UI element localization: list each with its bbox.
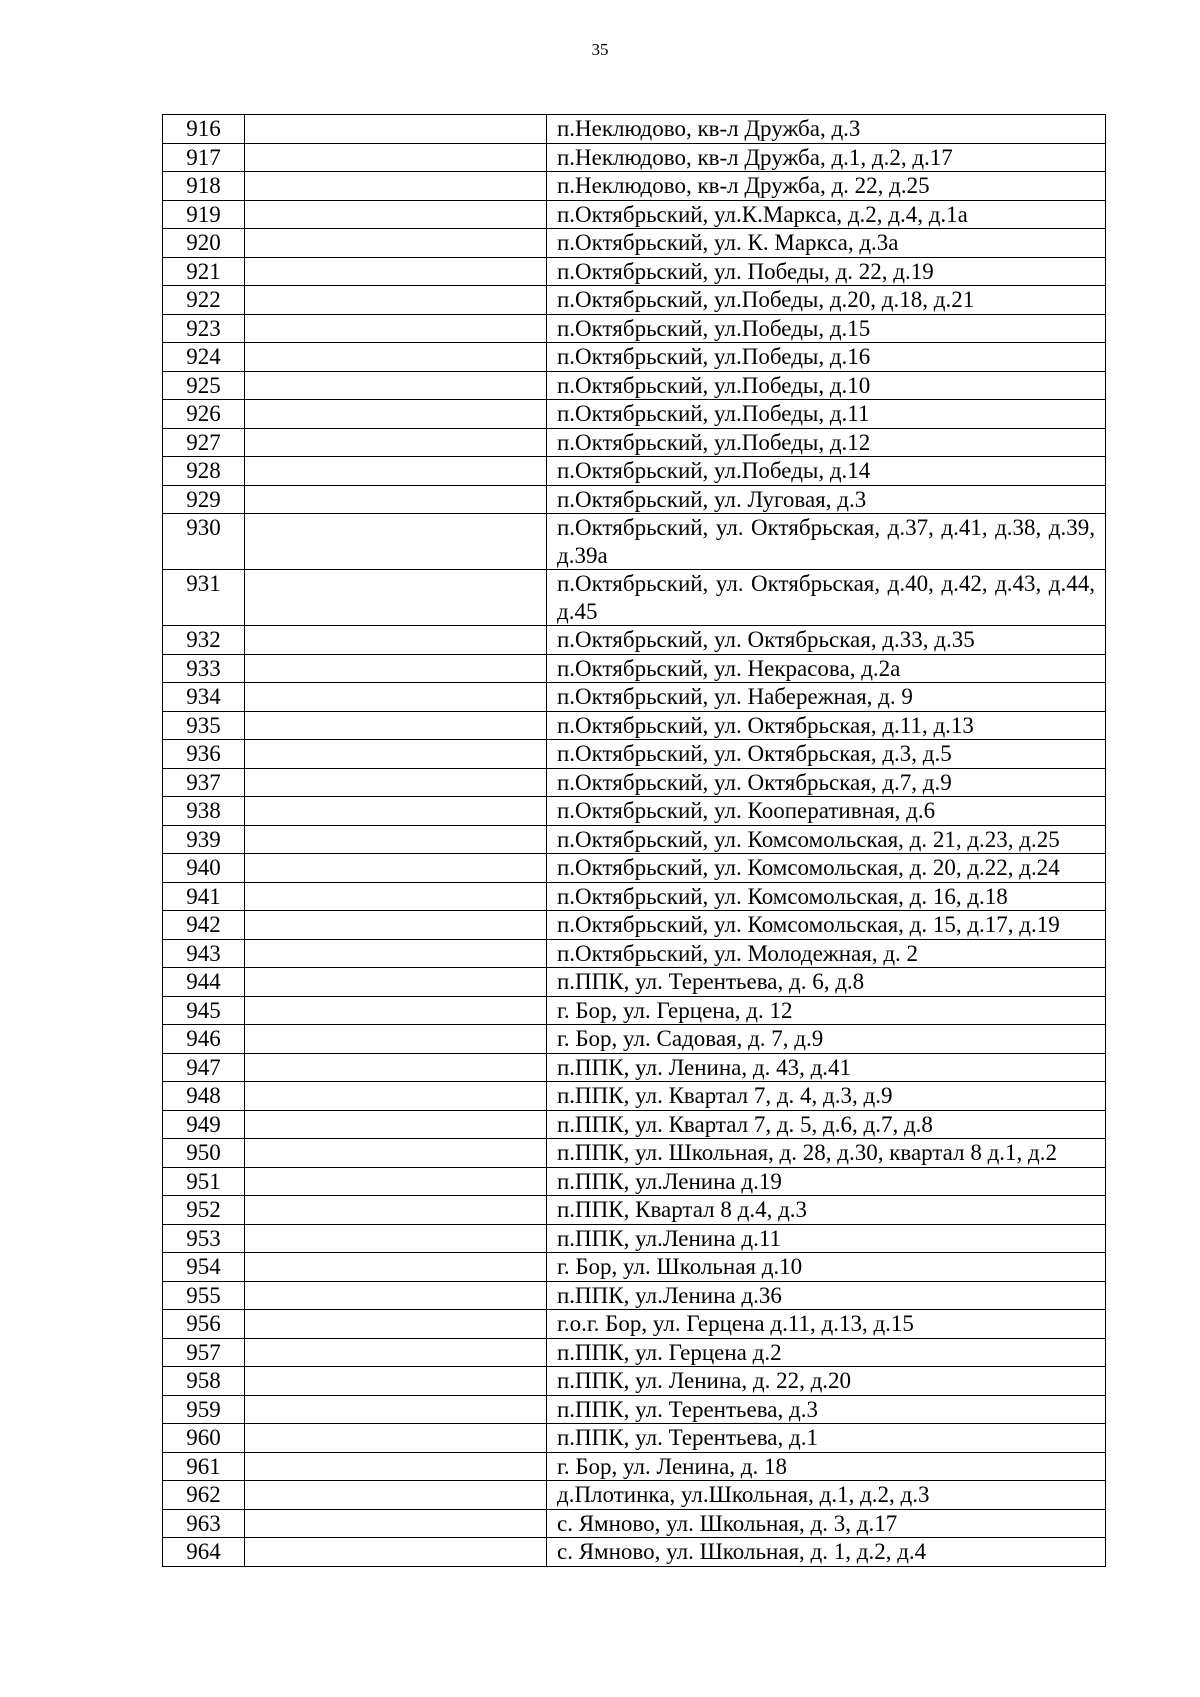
row-number: 930 <box>163 514 245 570</box>
table-row <box>163 1281 1106 1310</box>
row-number: 920 <box>163 229 245 258</box>
row-number: 943 <box>163 939 245 968</box>
table-row <box>163 1338 1106 1367</box>
table-row <box>163 257 1106 286</box>
table-row <box>163 683 1106 712</box>
row-number: 925 <box>163 371 245 400</box>
address-cell: п.Октябрьский, ул. Октябрьская, д.33, д.35 <box>547 626 1106 655</box>
row-number: 927 <box>163 428 245 457</box>
table-row <box>163 143 1106 172</box>
table-row <box>163 968 1106 997</box>
address-cell: п.ППК, ул. Квартал 7, д. 5, д.6, д.7, д.8 <box>547 1110 1106 1139</box>
empty-cell <box>245 1053 547 1082</box>
table-row <box>163 1253 1106 1282</box>
row-number: 926 <box>163 400 245 429</box>
table-row <box>163 939 1106 968</box>
address-cell: п.ППК, ул. Ленина, д. 43, д.41 <box>547 1053 1106 1082</box>
empty-cell <box>245 1424 547 1453</box>
address-cell: п.Октябрьский, ул. Победы, д. 22, д.19 <box>547 257 1106 286</box>
empty-cell <box>245 172 547 201</box>
row-number: 944 <box>163 968 245 997</box>
address-cell: п.ППК, ул.Ленина д.36 <box>547 1281 1106 1310</box>
empty-cell <box>245 1253 547 1282</box>
row-number: 919 <box>163 200 245 229</box>
empty-cell <box>245 314 547 343</box>
row-number: 953 <box>163 1224 245 1253</box>
address-cell: п.Октябрьский, ул.К.Маркса, д.2, д.4, д.1а <box>547 200 1106 229</box>
row-number: 959 <box>163 1395 245 1424</box>
row-number: 964 <box>163 1538 245 1567</box>
empty-cell <box>245 797 547 826</box>
address-cell: п.Октябрьский, ул. Октябрьская, д.7, д.9 <box>547 768 1106 797</box>
row-number: 954 <box>163 1253 245 1282</box>
empty-cell <box>245 229 547 258</box>
table-row <box>163 1367 1106 1396</box>
table-row <box>163 626 1106 655</box>
empty-cell <box>245 911 547 940</box>
table-row <box>163 115 1106 144</box>
address-cell: с. Ямново, ул. Школьная, д. 1, д.2, д.4 <box>547 1538 1106 1567</box>
table-row <box>163 1310 1106 1339</box>
address-cell: г. Бор, ул. Школьная д.10 <box>547 1253 1106 1282</box>
row-number: 934 <box>163 683 245 712</box>
address-cell: п.Октябрьский, ул.Победы, д.11 <box>547 400 1106 429</box>
row-number: 922 <box>163 286 245 315</box>
empty-cell <box>245 1110 547 1139</box>
empty-cell <box>245 343 547 372</box>
empty-cell <box>245 1509 547 1538</box>
table-row <box>163 797 1106 826</box>
empty-cell <box>245 115 547 144</box>
row-number: 924 <box>163 343 245 372</box>
address-cell: п.Неклюдово, кв-л Дружба, д. 22, д.25 <box>547 172 1106 201</box>
table-row <box>163 314 1106 343</box>
empty-cell <box>245 200 547 229</box>
empty-cell <box>245 1139 547 1168</box>
empty-cell <box>245 1452 547 1481</box>
table-row <box>163 882 1106 911</box>
row-number: 921 <box>163 257 245 286</box>
table-row <box>163 911 1106 940</box>
row-number: 938 <box>163 797 245 826</box>
empty-cell <box>245 514 547 570</box>
address-cell: г. Бор, ул. Герцена, д. 12 <box>547 996 1106 1025</box>
table-row <box>163 428 1106 457</box>
empty-cell <box>245 825 547 854</box>
table-row <box>163 1509 1106 1538</box>
row-number: 945 <box>163 996 245 1025</box>
table-row <box>163 825 1106 854</box>
empty-cell <box>245 257 547 286</box>
table-row <box>163 854 1106 883</box>
table-row <box>163 740 1106 769</box>
empty-cell <box>245 1281 547 1310</box>
row-number: 937 <box>163 768 245 797</box>
address-cell: п.ППК, ул. Терентьева, д. 6, д.8 <box>547 968 1106 997</box>
row-number: 918 <box>163 172 245 201</box>
table-row <box>163 514 1106 570</box>
table-row <box>163 229 1106 258</box>
empty-cell <box>245 882 547 911</box>
empty-cell <box>245 485 547 514</box>
table-row <box>163 570 1106 626</box>
table-row <box>163 1424 1106 1453</box>
address-cell: п.Октябрьский, ул.Победы, д.20, д.18, д.21 <box>547 286 1106 315</box>
row-number: 951 <box>163 1167 245 1196</box>
row-number: 957 <box>163 1338 245 1367</box>
empty-cell <box>245 1167 547 1196</box>
row-number: 946 <box>163 1025 245 1054</box>
empty-cell <box>245 1025 547 1054</box>
address-cell: г.о.г. Бор, ул. Герцена д.11, д.13, д.15 <box>547 1310 1106 1339</box>
table-row <box>163 1053 1106 1082</box>
empty-cell <box>245 371 547 400</box>
empty-cell <box>245 1481 547 1510</box>
row-number: 956 <box>163 1310 245 1339</box>
address-cell: п.ППК, ул. Квартал 7, д. 4, д.3, д.9 <box>547 1082 1106 1111</box>
table-row <box>163 1025 1106 1054</box>
empty-cell <box>245 1395 547 1424</box>
table-row <box>163 1538 1106 1567</box>
table-row <box>163 172 1106 201</box>
address-cell: п.ППК, ул.Ленина д.11 <box>547 1224 1106 1253</box>
row-number: 939 <box>163 825 245 854</box>
address-cell: п.ППК, ул. Ленина, д. 22, д.20 <box>547 1367 1106 1396</box>
row-number: 955 <box>163 1281 245 1310</box>
empty-cell <box>245 1224 547 1253</box>
address-cell: п.Октябрьский, ул.Победы, д.10 <box>547 371 1106 400</box>
empty-cell <box>245 626 547 655</box>
address-cell: п.ППК, ул. Герцена д.2 <box>547 1338 1106 1367</box>
table-row <box>163 1481 1106 1510</box>
row-number: 963 <box>163 1509 245 1538</box>
empty-cell <box>245 457 547 486</box>
table-row <box>163 457 1106 486</box>
row-number: 952 <box>163 1196 245 1225</box>
empty-cell <box>245 1367 547 1396</box>
address-cell: п.Октябрьский, ул. Комсомольская, д. 20, д.22, д.24 <box>547 854 1106 883</box>
empty-cell <box>245 996 547 1025</box>
row-number: 958 <box>163 1367 245 1396</box>
address-cell: п.Октябрьский, ул. Октябрьская, д.3, д.5 <box>547 740 1106 769</box>
table-row <box>163 711 1106 740</box>
address-cell: г. Бор, ул. Садовая, д. 7, д.9 <box>547 1025 1106 1054</box>
table-row <box>163 1395 1106 1424</box>
row-number: 948 <box>163 1082 245 1111</box>
row-number: 941 <box>163 882 245 911</box>
empty-cell <box>245 143 547 172</box>
address-cell: с. Ямново, ул. Школьная, д. 3, д.17 <box>547 1509 1106 1538</box>
empty-cell <box>245 740 547 769</box>
address-cell: п.Октябрьский, ул. Набережная, д. 9 <box>547 683 1106 712</box>
address-cell: п.Октябрьский, ул. Комсомольская, д. 15, д.17, д.19 <box>547 911 1106 940</box>
empty-cell <box>245 654 547 683</box>
address-cell: п.Октябрьский, ул. Октябрьская, д.40, д.42, д.43, д.44, д.45 <box>547 570 1106 626</box>
empty-cell <box>245 939 547 968</box>
address-cell: п.Октябрьский, ул. Комсомольская, д. 16, д.18 <box>547 882 1106 911</box>
table-row <box>163 286 1106 315</box>
address-cell: п.Неклюдово, кв-л Дружба, д.3 <box>547 115 1106 144</box>
table-row <box>163 1082 1106 1111</box>
table-row <box>163 371 1106 400</box>
address-cell: п.Октябрьский, ул. Комсомольская, д. 21, д.23, д.25 <box>547 825 1106 854</box>
table-row <box>163 768 1106 797</box>
address-cell: п.Октябрьский, ул.Победы, д.12 <box>547 428 1106 457</box>
empty-cell <box>245 711 547 740</box>
address-cell: п.Октябрьский, ул. Октябрьская, д.11, д.13 <box>547 711 1106 740</box>
table-body <box>163 115 1106 1567</box>
empty-cell <box>245 1310 547 1339</box>
row-number: 935 <box>163 711 245 740</box>
empty-cell <box>245 854 547 883</box>
row-number: 931 <box>163 570 245 626</box>
row-number: 949 <box>163 1110 245 1139</box>
empty-cell <box>245 286 547 315</box>
page-number: 35 <box>591 40 609 59</box>
empty-cell <box>245 968 547 997</box>
table-row <box>163 1167 1106 1196</box>
row-number: 940 <box>163 854 245 883</box>
address-cell: п.Октябрьский, ул.Победы, д.16 <box>547 343 1106 372</box>
row-number: 933 <box>163 654 245 683</box>
address-cell: п.Октябрьский, ул.Победы, д.15 <box>547 314 1106 343</box>
row-number: 947 <box>163 1053 245 1082</box>
empty-cell <box>245 683 547 712</box>
row-number: 929 <box>163 485 245 514</box>
empty-cell <box>245 1082 547 1111</box>
row-number: 942 <box>163 911 245 940</box>
empty-cell <box>245 1338 547 1367</box>
row-number: 961 <box>163 1452 245 1481</box>
row-number: 960 <box>163 1424 245 1453</box>
table-row <box>163 654 1106 683</box>
empty-cell <box>245 400 547 429</box>
row-number: 962 <box>163 1481 245 1510</box>
table-row <box>163 1196 1106 1225</box>
table-row <box>163 996 1106 1025</box>
row-number: 936 <box>163 740 245 769</box>
row-number: 916 <box>163 115 245 144</box>
address-cell: п.ППК, Квартал 8 д.4, д.3 <box>547 1196 1106 1225</box>
address-cell: п.Октябрьский, ул. К. Маркса, д.3а <box>547 229 1106 258</box>
table-row <box>163 400 1106 429</box>
empty-cell <box>245 428 547 457</box>
table-row <box>163 1452 1106 1481</box>
empty-cell <box>245 768 547 797</box>
table-row <box>163 1139 1106 1168</box>
empty-cell <box>245 570 547 626</box>
address-cell: п.Октябрьский, ул. Луговая, д.3 <box>547 485 1106 514</box>
address-table <box>162 114 1106 1567</box>
table-row <box>163 485 1106 514</box>
address-cell: п.ППК, ул. Терентьева, д.3 <box>547 1395 1106 1424</box>
address-cell: п.Октябрьский, ул. Некрасова, д.2а <box>547 654 1106 683</box>
address-cell: п.Неклюдово, кв-л Дружба, д.1, д.2, д.17 <box>547 143 1106 172</box>
row-number: 917 <box>163 143 245 172</box>
table-row <box>163 1110 1106 1139</box>
address-cell: п.Октябрьский, ул. Молодежная, д. 2 <box>547 939 1106 968</box>
address-cell: г. Бор, ул. Ленина, д. 18 <box>547 1452 1106 1481</box>
table-row <box>163 200 1106 229</box>
table-row <box>163 343 1106 372</box>
address-cell: п.ППК, ул. Терентьева, д.1 <box>547 1424 1106 1453</box>
empty-cell <box>245 1538 547 1567</box>
row-number: 932 <box>163 626 245 655</box>
row-number: 950 <box>163 1139 245 1168</box>
address-cell: п.Октябрьский, ул. Октябрьская, д.37, д.41, д.38, д.39, д.39а <box>547 514 1106 570</box>
row-number: 923 <box>163 314 245 343</box>
address-cell: п.Октябрьский, ул. Кооперативная, д.6 <box>547 797 1106 826</box>
address-cell: п.ППК, ул. Школьная, д. 28, д.30, квартал 8 д.1, д.2 <box>547 1139 1106 1168</box>
empty-cell <box>245 1196 547 1225</box>
address-cell: д.Плотинка, ул.Школьная, д.1, д.2, д.3 <box>547 1481 1106 1510</box>
table-row <box>163 1224 1106 1253</box>
address-cell: п.Октябрьский, ул.Победы, д.14 <box>547 457 1106 486</box>
address-cell: п.ППК, ул.Ленина д.19 <box>547 1167 1106 1196</box>
row-number: 928 <box>163 457 245 486</box>
